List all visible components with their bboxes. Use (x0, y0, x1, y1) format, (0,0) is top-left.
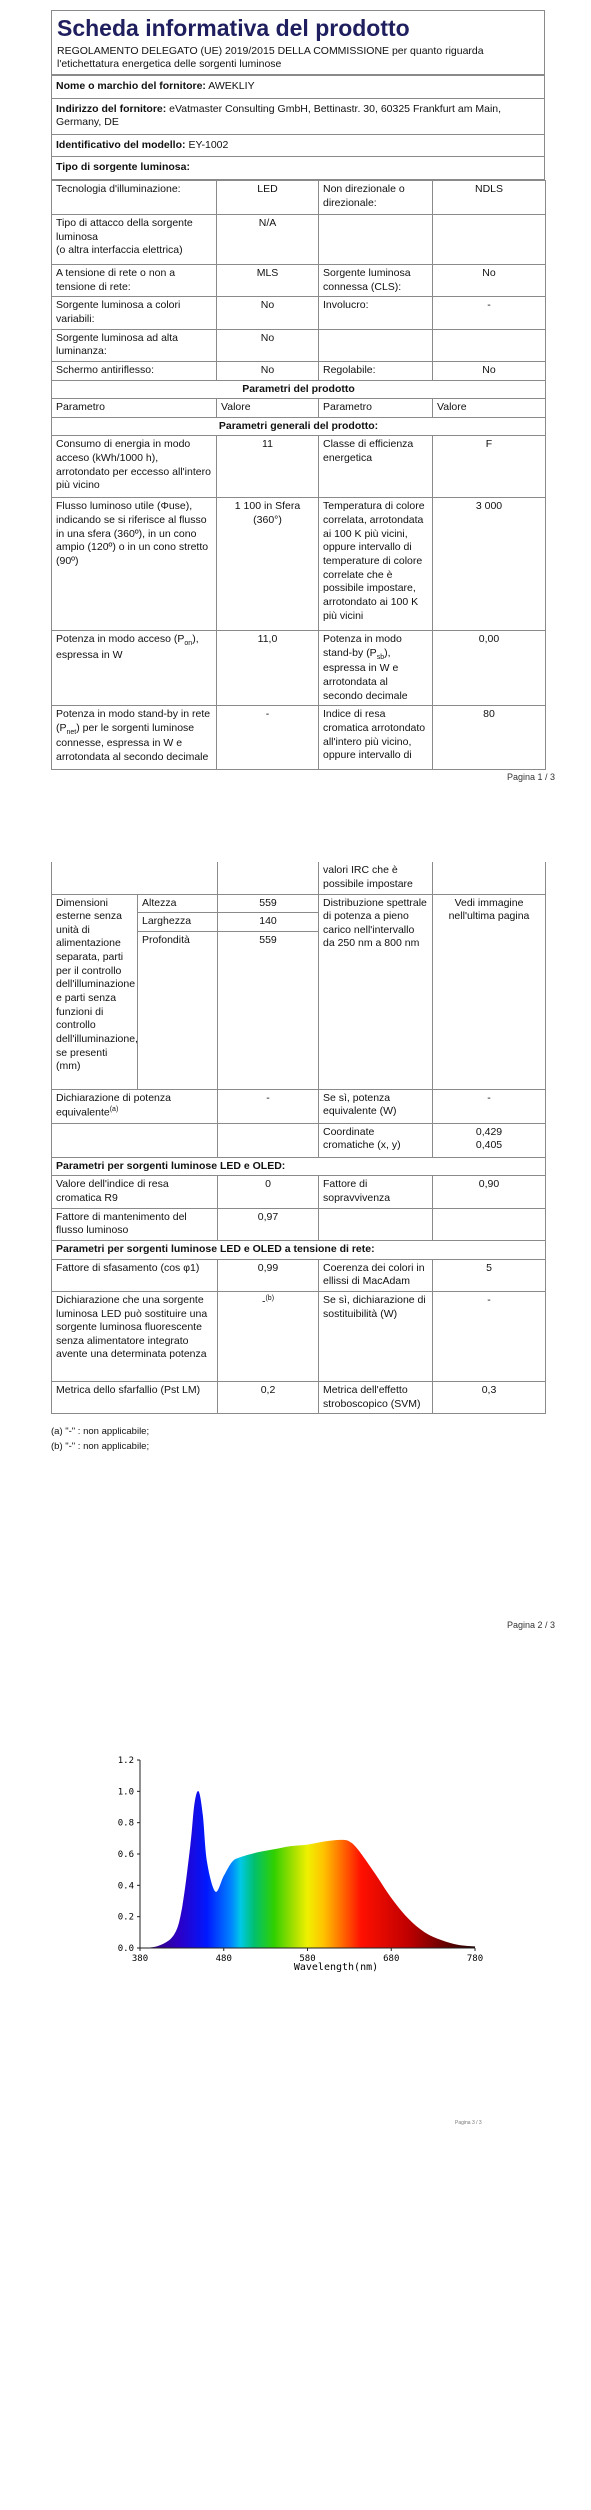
y-tick-label: 0.8 (117, 1818, 134, 1829)
brand-value: AWEKLIY (208, 79, 255, 92)
table-row: Larghezza 140 (52, 913, 546, 932)
x-tick-label: 780 (466, 1954, 484, 1964)
y-tick-label: 1.0 (117, 1787, 134, 1798)
table-row (52, 1240, 546, 1259)
table-row: Fattore di sfasamento (cos φ1) 0,99 Coerenza dei colori in ellissi di MacAdam 5 (52, 1259, 546, 1291)
table-row (52, 380, 546, 399)
x-tick-label: 380 (131, 1954, 149, 1964)
page-2-content (51, 862, 545, 1455)
table-row: Valore dell'indice di resa cromatica R9 0 Fattore di sopravvivenza 0,90 (52, 1176, 546, 1208)
spectrum-series-area (140, 1791, 475, 1948)
page-title: Scheda informativa del prodotto (57, 15, 410, 41)
led-params-heading: Parametri per sorgenti luminose LED e OLED: (52, 1157, 546, 1176)
table-row: Fattore di mantenimento del flusso luminoso 0,97 (52, 1208, 546, 1240)
table-row (52, 134, 545, 157)
supplier-table (51, 75, 545, 180)
spectrum-area (140, 1791, 475, 1948)
address-label: Indirizzo del fornitore: (56, 102, 167, 115)
table-row (52, 157, 545, 180)
table-row: Consumo di energia in modo acceso (kWh/1000 h), arrotondato per eccesso all'intero più vicino 11 Classe di efficienza energetica F (52, 436, 546, 498)
x-tick-label: 680 (383, 1954, 400, 1964)
table-row: Potenza in modo stand-by in rete $(P_{net})$ per le sorgenti luminose connesse, espressa in W e arrotondata al secondo decimale - Indice di resa cromatica arrotondato all'intero più vicino, oppure intervallo di 80 (52, 706, 546, 770)
mains-params-heading: Parametri per sorgenti luminose LED e OLED a tensione di rete: (52, 1240, 546, 1259)
y-tick-label: 0.4 (117, 1881, 134, 1892)
table-row: A tensione di rete o non a tensione di rete: MLS Sorgente luminosa connessa (CLS): No (52, 265, 546, 297)
table-row: Tecnologia d'illuminazione: LED Non direzionale o direzionale: NDLS (52, 181, 546, 215)
table-row (52, 1157, 546, 1176)
table-row: Coordinate cromatiche (x, y) 0,429 0,405 (52, 1123, 546, 1157)
table-row (52, 98, 545, 134)
table-row (52, 75, 545, 98)
y-tick-label: 1.2 (117, 1756, 134, 1766)
table-row: Schermo antiriflesso: No Regolabile: No (52, 361, 546, 380)
general-params-heading: Parametri generali del prodotto: (52, 417, 546, 436)
y-tick-label: 0.0 (117, 1944, 134, 1954)
table-row: Sorgente luminosa ad alta luminanza: No (52, 329, 546, 361)
table-row: Dichiarazione di potenza equivalente$^{(a)}$ - Se sì, potenza equivalente (W) - (52, 1089, 546, 1123)
source-type-heading: Tipo di sorgente luminosa: (52, 157, 545, 180)
page-number: Pagina 2 / 3 (507, 1620, 556, 1630)
table-row: Parametro Valore Parametro Valore (52, 399, 546, 418)
params-table-continued (51, 862, 546, 1414)
y-tick-label: 0.6 (117, 1850, 134, 1860)
regulation-text: REGOLAMENTO DELEGATO (UE) 2019/2015 DELLA COMMISSIONE per quanto riguarda l'etichettatura energetica delle sorgenti luminose (57, 44, 484, 71)
page-1 (0, 0, 591, 780)
x-axis-label: Wavelength(nm) (293, 1962, 379, 1973)
table-row: valori IRC che è possibile impostare (52, 862, 546, 894)
footnotes (51, 1424, 545, 1454)
table-row: Flusso luminoso utile (Φuse), indicando se si riferisce al flusso in una sfera (360º), in un cono ampio (120º) o in un cono stretto (90º) 1 100 in Sfera (360°) Temperatura di colore correlata, arrotondata ai 100 K più vicini, oppure intervallo di temperature di colore correlate che è possibile impostare, arrotondato ai 100 K più vicini 3 000 (52, 498, 546, 631)
title-box (51, 10, 545, 75)
brand-label: Nome o marchio del fornitore: (56, 79, 206, 92)
spectrum-chart (0, 1700, 591, 2000)
table-row: Dichiarazione che una sorgente luminosa LED può sostituire una sorgente luminosa fluorescente senza alimentatore integrato avente una determinata potenza -$^{(b)}$ Se sì, dichiarazione di sostituibilità (W) - (52, 1291, 546, 1381)
y-tick-label: 0.2 (117, 1912, 134, 1923)
model-label: Identificativo del modello: (56, 138, 186, 151)
x-tick-label: 480 (215, 1954, 232, 1964)
table-row (52, 417, 546, 436)
source-type-table (51, 180, 546, 770)
page-number: Pagina 1 / 3 (507, 772, 556, 782)
table-row: Profondità 559 (52, 931, 546, 1089)
table-row: Dimensioni esterne senza unità di alimentazione separata, parti per il controllo dell'illuminazione e parti senza funzioni di controllo dell'illuminazione, se presenti (mm) Altezza 559 Distribuzione spettrale di potenza a pieno carico nell'intervallo da 250 nm a 800 nm Vedi immagine nell'ultima pagina (52, 894, 546, 913)
x-tick-label: 580 (299, 1954, 316, 1964)
table-row: Potenza in modo acceso $(P_{on})$, espressa in W 11,0 Potenza in modo stand-by $(P_{sb})$, espressa in W e arrotondata al secondo decimale 0,00 (52, 631, 546, 706)
table-row: Tipo di attacco della sorgente luminosa (o altra interfaccia elettrica) N/A (52, 215, 546, 265)
page-2 (0, 862, 591, 1652)
page-number: Pagina 3 / 3 (455, 2120, 482, 2126)
table-row: Metrica dello sfarfallio (Pst LM) 0,2 Metrica dell'effetto stroboscopico (SVM) 0,3 (52, 1381, 546, 1413)
table-row: Sorgente luminosa a colori variabili: No Involucro: - (52, 297, 546, 329)
address-value: eVatmaster Consulting GmbH, Bettinastr. 30, 60325 Frankfurt am Main, Germany, DE (56, 102, 502, 129)
footnote-b: (b) "-" : non applicabile; (51, 1441, 150, 1453)
footnote-a: (a) "-" : non applicabile; (51, 1426, 150, 1438)
page-3 (0, 1700, 591, 2126)
product-params-heading: Parametri del prodotto (52, 380, 546, 399)
page-1-content (51, 10, 545, 770)
model-value: EY-1002 (188, 138, 229, 151)
